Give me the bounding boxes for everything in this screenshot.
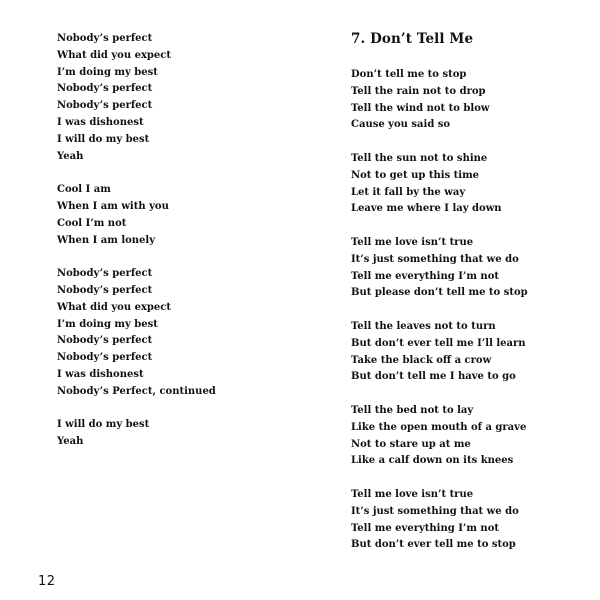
lyric-line: Tell the leaves not to turn xyxy=(351,320,496,332)
lyric-line: What did you expect xyxy=(57,49,171,61)
lyric-line: Not to get up this time xyxy=(351,169,480,181)
lyric-line: Nobody’s perfect xyxy=(57,33,153,44)
stanza xyxy=(351,403,591,470)
lyric-line: Yeah xyxy=(57,150,84,162)
lyric-line: I was dishonest xyxy=(57,368,144,380)
lyric-line: Leave me where I lay down xyxy=(351,203,502,215)
lyric-line: Tell the sun not to shine xyxy=(351,152,488,164)
lyric-line: I’m doing my best xyxy=(57,66,158,78)
stanza-gap xyxy=(351,218,591,235)
lyric-line: When I am lonely xyxy=(57,234,156,246)
lyric-line: Nobody’s perfect xyxy=(57,335,153,347)
stanza-gap xyxy=(351,302,591,319)
stanza xyxy=(351,67,591,134)
lyric-line: But don’t tell me I have to go xyxy=(351,371,516,383)
lyric-line: But don’t ever tell me to stop xyxy=(351,539,516,551)
stanza-gap xyxy=(351,134,591,151)
stanza-gap xyxy=(57,249,307,266)
stanza-gap xyxy=(57,165,307,182)
lyric-line: Tell the rain not to drop xyxy=(351,85,486,97)
left-lyrics-column xyxy=(57,31,307,451)
stanza-gap xyxy=(57,401,307,418)
page-number: 12 xyxy=(38,574,56,589)
lyric-line: Nobody’s perfect xyxy=(57,100,153,112)
lyric-line: Like the open mouth of a grave xyxy=(351,421,527,433)
lyric-line: Like a calf down on its knees xyxy=(351,455,514,467)
stanza xyxy=(351,487,591,554)
lyric-line: Tell me love isn’t true xyxy=(351,488,474,500)
lyric-line: Tell me everything I’m not xyxy=(351,522,499,534)
stanza-gap xyxy=(351,470,591,487)
lyric-line: Take the black off a crow xyxy=(351,354,492,366)
lyric-line: Not to stare up at me xyxy=(351,438,471,450)
lyric-line: It’s just something that we do xyxy=(351,505,519,517)
lyric-line: When I am with you xyxy=(57,200,169,212)
stanza-gap xyxy=(351,386,591,403)
lyric-line: Cause you said so xyxy=(351,119,451,131)
stanza xyxy=(351,235,591,302)
lyric-line: Nobody’s perfect xyxy=(57,284,153,296)
lyric-line: Nobody’s perfect xyxy=(57,352,153,364)
lyric-line: But don’t ever tell me I’ll learn xyxy=(351,337,526,349)
lyric-line: What did you expect xyxy=(57,301,171,313)
right-lyrics-column xyxy=(351,31,591,554)
lyric-line: Nobody’s perfect xyxy=(57,268,153,280)
lyric-line: Tell me love isn’t true xyxy=(351,236,474,248)
lyric-line: Tell the wind not to blow xyxy=(351,102,490,114)
stanza xyxy=(351,319,591,386)
song-title: 7. Don’t Tell Me xyxy=(351,31,474,47)
stanza xyxy=(57,182,307,249)
stanza xyxy=(57,31,307,165)
stanza xyxy=(57,266,307,400)
lyric-line: It’s just something that we do xyxy=(351,253,519,265)
lyric-line: Nobody’s perfect xyxy=(57,83,153,95)
lyric-line: Tell the bed not to lay xyxy=(351,404,474,416)
lyric-line: But please don’t tell me to stop xyxy=(351,287,528,299)
lyric-line: I was dishonest xyxy=(57,116,144,128)
lyric-line: Yeah xyxy=(57,436,84,448)
lyric-line: Cool I am xyxy=(57,184,111,196)
lyric-line: Tell me everything I’m not xyxy=(351,270,499,282)
lyric-line: Don’t tell me to stop xyxy=(351,69,467,80)
lyric-line: I will do my best xyxy=(57,419,150,431)
lyric-line: Let it fall by the way xyxy=(351,186,466,198)
stanza xyxy=(351,151,591,218)
lyric-line: I’m doing my best xyxy=(57,318,158,330)
lyric-line: Nobody’s Perfect, continued xyxy=(57,385,216,397)
stanza xyxy=(57,417,307,451)
lyric-line: I will do my best xyxy=(57,133,150,145)
lyric-line: Cool I’m not xyxy=(57,217,127,229)
